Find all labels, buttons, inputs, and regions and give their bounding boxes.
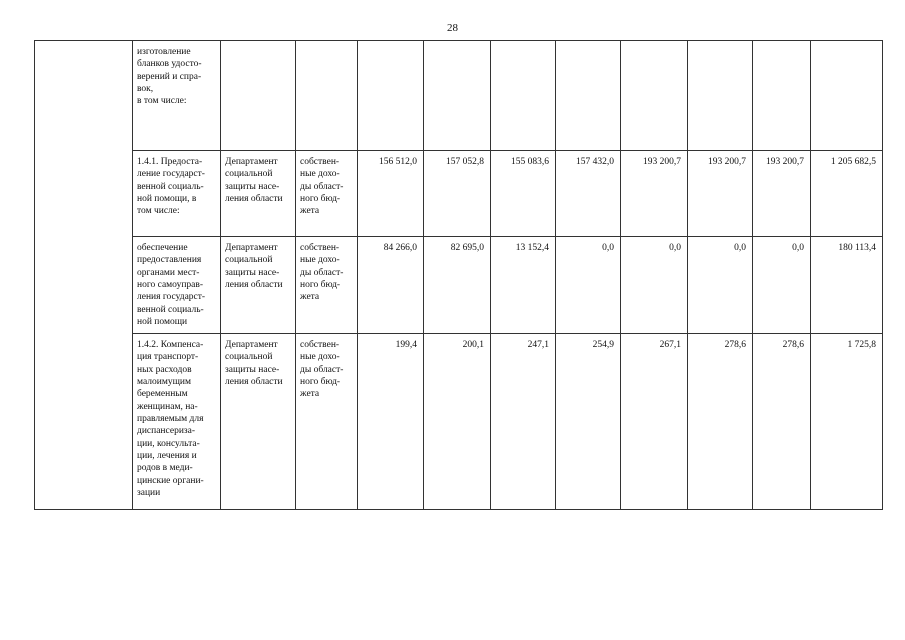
funding-source-cell [296, 41, 358, 151]
executor-cell: Департамент социальной защиты насе- ления области [221, 334, 296, 510]
value-cell [358, 41, 424, 151]
value-cell: 193 200,7 [621, 151, 688, 237]
table-row [35, 41, 883, 151]
value-cell: 193 200,7 [753, 151, 811, 237]
value-cell: 254,9 [556, 334, 621, 510]
value-cell: 0,0 [753, 237, 811, 334]
total-cell: 1 725,8 [811, 334, 883, 510]
measure-name-cell: изготовление бланков удосто- верений и спра- вок, в том числе: [133, 41, 221, 151]
index-column-cell [35, 41, 133, 510]
value-cell [491, 41, 556, 151]
executor-cell: Департамент социальной защиты насе- ления области [221, 237, 296, 334]
value-cell: 193 200,7 [688, 151, 753, 237]
executor-cell [221, 41, 296, 151]
value-cell: 278,6 [688, 334, 753, 510]
value-cell [621, 41, 688, 151]
total-cell: 180 113,4 [811, 237, 883, 334]
value-cell: 157 432,0 [556, 151, 621, 237]
value-cell [556, 41, 621, 151]
total-cell: 1 205 682,5 [811, 151, 883, 237]
executor-cell: Департамент социальной защиты насе- ления области [221, 151, 296, 237]
value-cell: 0,0 [621, 237, 688, 334]
value-cell [753, 41, 811, 151]
value-cell: 199,4 [358, 334, 424, 510]
value-cell: 200,1 [424, 334, 491, 510]
value-cell: 247,1 [491, 334, 556, 510]
value-cell: 13 152,4 [491, 237, 556, 334]
table-row [35, 237, 883, 334]
value-cell: 157 052,8 [424, 151, 491, 237]
value-cell: 156 512,0 [358, 151, 424, 237]
measure-name-cell: 1.4.2. Компенса- ция транспорт- ных расходов малоимущим беременным женщинам, на- правляемым для диспансериза- ции, консульта- ции, лечения и родов в меди- цинские органи- зации [133, 334, 221, 510]
funding-source-cell: собствен- ные дохо- ды област- ного бюд- жета [296, 334, 358, 510]
table-row [35, 151, 883, 237]
value-cell: 82 695,0 [424, 237, 491, 334]
total-cell [811, 41, 883, 151]
budget-table [34, 40, 883, 510]
value-cell: 267,1 [621, 334, 688, 510]
value-cell: 84 266,0 [358, 237, 424, 334]
funding-source-cell: собствен- ные дохо- ды област- ного бюд- жета [296, 237, 358, 334]
value-cell: 155 083,6 [491, 151, 556, 237]
value-cell [688, 41, 753, 151]
value-cell [424, 41, 491, 151]
funding-source-cell: собствен- ные дохо- ды област- ного бюд- жета [296, 151, 358, 237]
table-row [35, 334, 883, 510]
measure-name-cell: 1.4.1. Предоста- ление государст- венной социаль- ной помощи, в том числе: [133, 151, 221, 237]
measure-name-cell: обеспечение предоставления органами мест- ного самоуправ- ления государст- венной социаль- ной помощи [133, 237, 221, 334]
value-cell: 0,0 [556, 237, 621, 334]
value-cell: 278,6 [753, 334, 811, 510]
value-cell: 0,0 [688, 237, 753, 334]
page-number: 28 [447, 22, 458, 34]
